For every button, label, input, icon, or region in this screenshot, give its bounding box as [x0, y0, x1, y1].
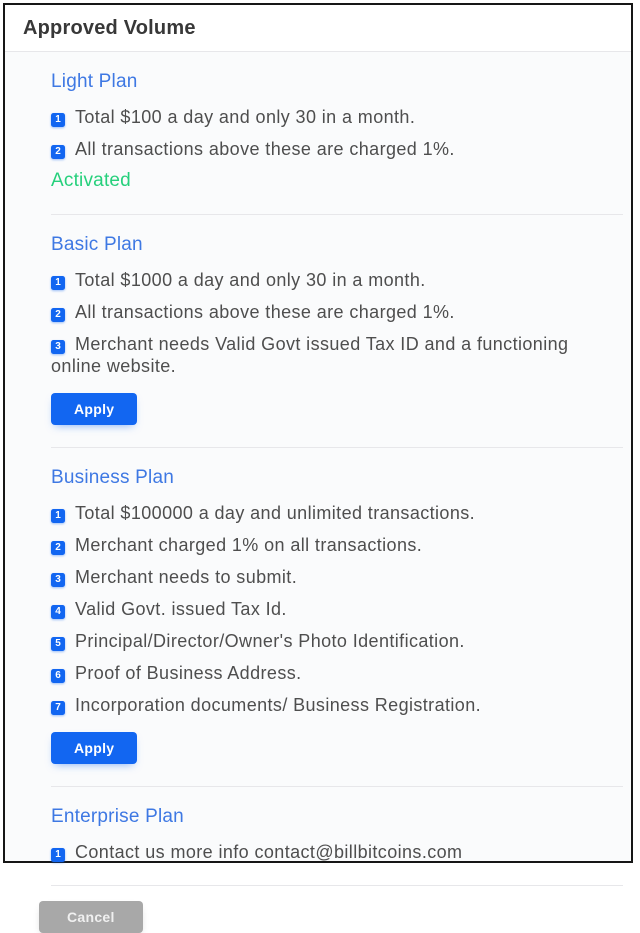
item-text: Proof of Business Address. [75, 663, 302, 683]
plan-item [51, 630, 623, 652]
plan-item [51, 662, 623, 684]
item-text: Merchant needs Valid Govt issued Tax ID and a functioning online website. [51, 334, 569, 376]
apply-button[interactable]: Apply [51, 732, 137, 764]
plan-section [51, 215, 623, 448]
item-number-badge: 1 [51, 848, 65, 862]
plan-section [51, 787, 623, 886]
plan-item [51, 694, 623, 716]
item-text: Incorporation documents/ Business Registration. [75, 695, 482, 715]
plan-items [51, 269, 623, 377]
item-number-badge: 1 [51, 276, 65, 290]
plan-title: Basic Plan [51, 234, 143, 255]
item-number-badge: 2 [51, 145, 65, 159]
item-number-badge: 2 [51, 308, 65, 322]
plan-items [51, 106, 623, 160]
item-number-badge: 6 [51, 669, 65, 683]
item-number-badge: 1 [51, 509, 65, 523]
plan-item [51, 502, 623, 524]
plan-section [51, 448, 623, 787]
apply-button[interactable]: Apply [51, 393, 137, 425]
modal-body [5, 52, 631, 886]
modal-header [5, 5, 631, 52]
plan-item [51, 333, 623, 377]
item-number-badge: 3 [51, 340, 65, 354]
plan-status: Activated [51, 170, 131, 191]
item-number-badge: 7 [51, 701, 65, 715]
plan-title: Business Plan [51, 467, 175, 488]
cancel-button[interactable]: Cancel [39, 901, 143, 933]
plan-title: Light Plan [51, 71, 138, 92]
item-text: Principal/Director/Owner's Photo Identification. [75, 631, 465, 651]
plan-item [51, 106, 623, 128]
item-text: Total $100 a day and only 30 in a month. [75, 107, 416, 127]
modal-footer [5, 886, 631, 933]
plan-item [51, 841, 623, 863]
plan-items [51, 502, 623, 716]
plan-title: Enterprise Plan [51, 806, 184, 827]
item-text: Merchant charged 1% on all transactions. [75, 535, 423, 555]
plan-section [51, 52, 623, 215]
item-text: Total $100000 a day and unlimited transactions. [75, 503, 476, 523]
plan-item [51, 301, 623, 323]
item-number-badge: 3 [51, 573, 65, 587]
modal-title: Approved Volume [23, 17, 196, 39]
item-text: Contact us more info contact@billbitcoins.com [75, 842, 463, 862]
item-number-badge: 4 [51, 605, 65, 619]
item-number-badge: 2 [51, 541, 65, 555]
plan-items [51, 841, 623, 863]
plan-item [51, 269, 623, 291]
approved-volume-modal [3, 3, 633, 925]
item-text: Merchant needs to submit. [75, 567, 298, 587]
plan-item [51, 534, 623, 556]
plan-item [51, 566, 623, 588]
item-text: All transactions above these are charged 1%. [75, 139, 455, 159]
item-number-badge: 5 [51, 637, 65, 651]
item-text: All transactions above these are charged 1%. [75, 302, 455, 322]
item-text: Valid Govt. issued Tax Id. [75, 599, 287, 619]
item-number-badge: 1 [51, 113, 65, 127]
item-text: Total $1000 a day and only 30 in a month. [75, 270, 426, 290]
plan-item [51, 598, 623, 620]
plan-item [51, 138, 623, 160]
